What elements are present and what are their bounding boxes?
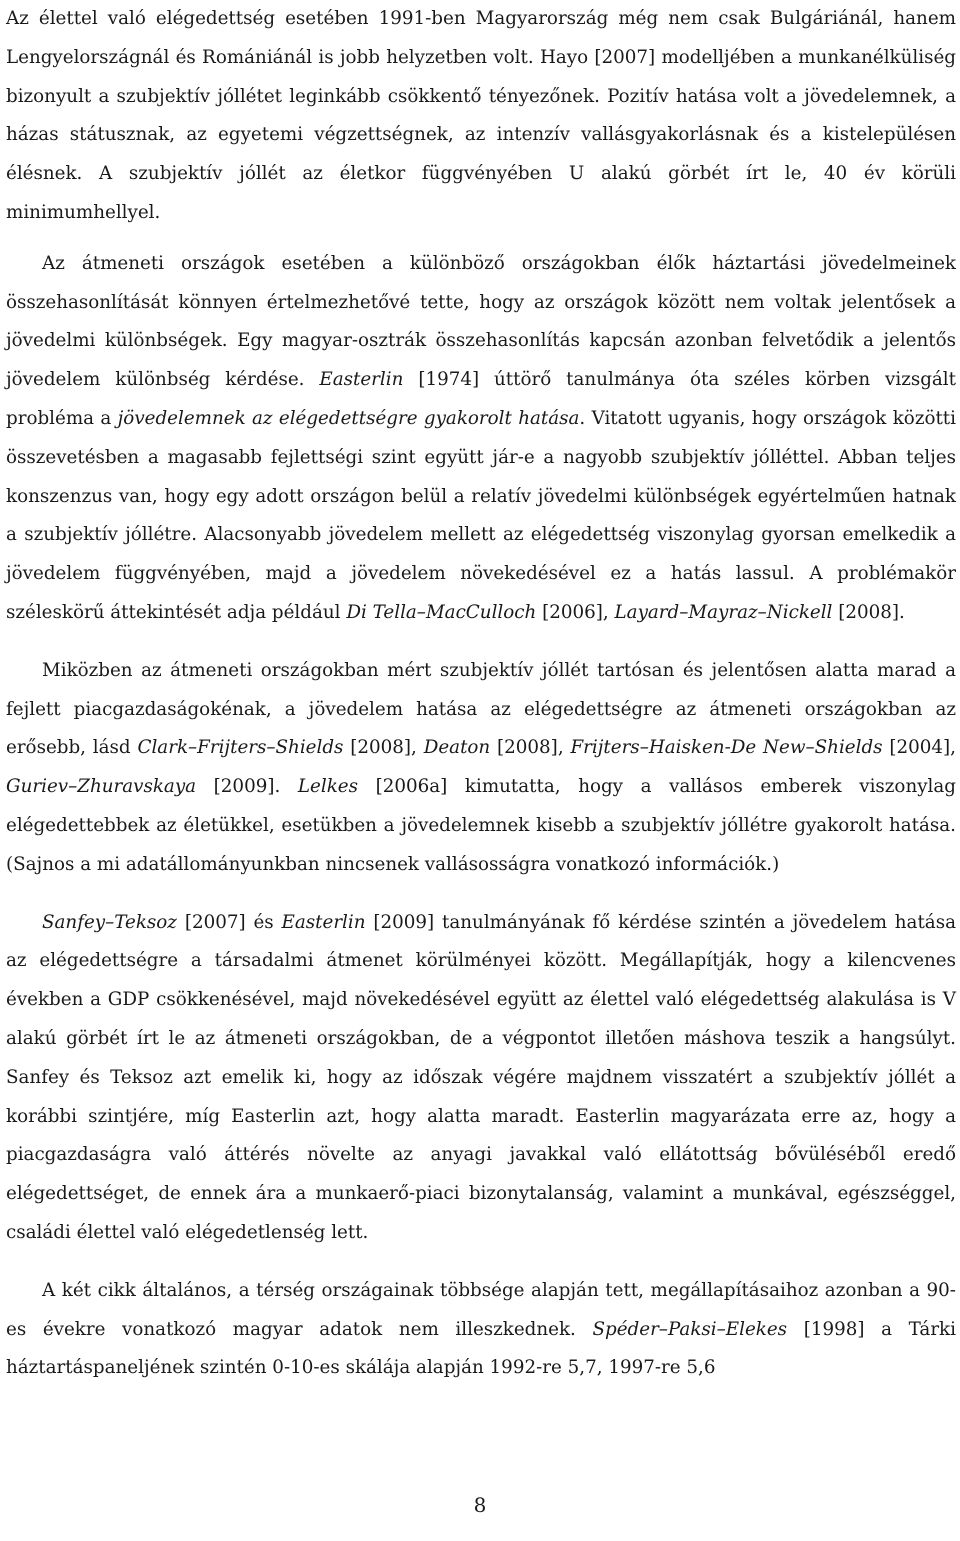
- paragraph-gap: [6, 1253, 956, 1272]
- italic-text: jövedelemnek az elégedettségre gyakorolt hatása: [117, 407, 580, 429]
- paragraph-3: [6, 652, 956, 885]
- text-run: Miközben az átmeneti országokban mért szubjektív jóllét tartósan és jelentősen alatta marad a fejlett piacgazdaságokénak, a jövedelem hatása az elégedettségre az átmeneti országokban az erősebb, lásd: [6, 659, 956, 759]
- text-run: [2008].: [832, 601, 905, 623]
- paragraph-gap: [6, 885, 956, 904]
- paragraph-4: [6, 904, 956, 1253]
- text-run: Az élettel való elégedettség esetében 1991-ben Magyarország még nem csak Bulgáriánál, hanem Lengyelországnál és Romániánál is jobb helyzetben volt. Hayo [2007] modelljében a munkanélküliség bizonyult a szubjektív jóllétet leginkább csökkentő tényezőnek. Pozitív hatása volt a jövedelemnek, a házas státusznak, az egyetemi végzettségnek, az intenzív vallásgyakorlásnak és a kistelepülésen élésnek. A szubjektív jóllét az életkor függvényében U alakú görbét írt le, 40 év körüli minimumhellyel.: [6, 8, 956, 223]
- text-run: [1974] úttörő tanulmánya óta széles körben vizsgált probléma a: [6, 369, 957, 429]
- italic-text: Easterlin: [281, 911, 366, 933]
- text-run: [2008],: [343, 737, 424, 759]
- italic-text: Guriev–Zhuravskaya: [6, 776, 197, 798]
- document-page: [6, 0, 956, 1388]
- paragraph-2: [6, 245, 956, 633]
- italic-text: Layard–Mayraz–Nickell: [614, 601, 833, 623]
- italic-text: Spéder–Paksi–Elekes: [592, 1318, 788, 1340]
- text-run: . Vitatott ugyanis, hogy országok közötti összevetésben a magasabb fejlettségi szint együtt jár-e a nagyobb szubjektív jólléttel. Abban teljes konszenzus van, hogy egy adott országon belül a relatív jövedelmi különbségek egyértelműen hatnak a szubjektív jóllétre. Alacsonyabb jövedelem mellett az elégedettség viszonylag gyorsan emelkedik a jövedelem függvényében, majd a jövedelem növekedésével ez a hatás lassul. A problémakör széleskörű áttekintését adja például: [6, 407, 956, 623]
- text-run: [1998] a Tárki háztartáspaneljének szintén 0-10-es skálája alapján 1992-re 5,7, 1997-re 5,6: [6, 1318, 956, 1379]
- italic-text: Sanfey–Teksoz: [42, 911, 177, 933]
- italic-text: Lelkes: [297, 776, 358, 798]
- paragraph-gap: [6, 233, 956, 245]
- page-number: 8: [473, 1493, 487, 1517]
- text-run: A két cikk általános, a térség országainak többsége alapján tett, megállapításaihoz azonban a 90-es évekre vonatkozó magyar adatok nem illeszkednek.: [6, 1279, 956, 1340]
- italic-text: Frijters–Haisken-De New–Shields: [570, 737, 883, 759]
- italic-text: Di Tella–MacCulloch: [346, 601, 537, 623]
- paragraph-gap: [6, 633, 956, 652]
- text-run: [2006],: [536, 601, 615, 623]
- text-run: [2004],: [882, 737, 956, 759]
- paragraph-5: [6, 1272, 956, 1388]
- paragraph-1: [6, 0, 956, 233]
- text-run: [2006a] kimutatta, hogy a vallásos emberek viszonylag elégedettebbek az életükkel, esetükben a jövedelemnek kisebb a szubjektív jóllétre gyakorolt hatása. (Sajnos a mi adatállományunkban nincsenek vallásosságra vonatkozó információk.): [6, 776, 956, 875]
- italic-text: Easterlin: [319, 369, 404, 391]
- text-run: [2008],: [490, 737, 571, 759]
- italic-text: Clark–Frijters–Shields: [137, 737, 344, 759]
- text-run: [2009] tanulmányának fő kérdése szintén a jövedelem hatása az elégedettségre a társadalmi átmenet körülményei között. Megállapítják, hogy a kilencvenes években a GDP csökkenésével, majd növekedésével együtt az élettel való elégedettség alakulása is V alakú görbét írt le az átmeneti országokban, de a végpontot illetően máshova teszik a hangsúlyt. Sanfey és Teksoz azt emelik ki, hogy az időszak végére majdnem visszatért a szubjektív jóllét a korábbi szintjére, míg Easterlin azt, hogy alatta maradt. Easterlin magyarázata erre az, hogy a piacgazdaságra való áttérés növelte az anyagi javakkal való ellátottság bővüléséből eredő elégedettséget, de ennek ára a munkaerő-piaci bizonytalanság, valamint a munkával, egészséggel, családi élettel való elégedetlenség lett.: [6, 911, 956, 1243]
- text-run: Az átmeneti országok esetében a különböző országokban élők háztartási jövedelmeinek összehasonlítását könnyen értelmezhetővé tette, hogy az országok között nem voltak jelentősek a jövedelmi különbségek. Egy magyar-osztrák összehasonlítás kapcsán azonban felvetődik a jelentős jövedelem különbség kérdése.: [6, 252, 956, 391]
- text-run: [2009].: [196, 776, 298, 798]
- text-run: [2007] és: [176, 911, 282, 933]
- italic-text: Deaton: [423, 737, 491, 759]
